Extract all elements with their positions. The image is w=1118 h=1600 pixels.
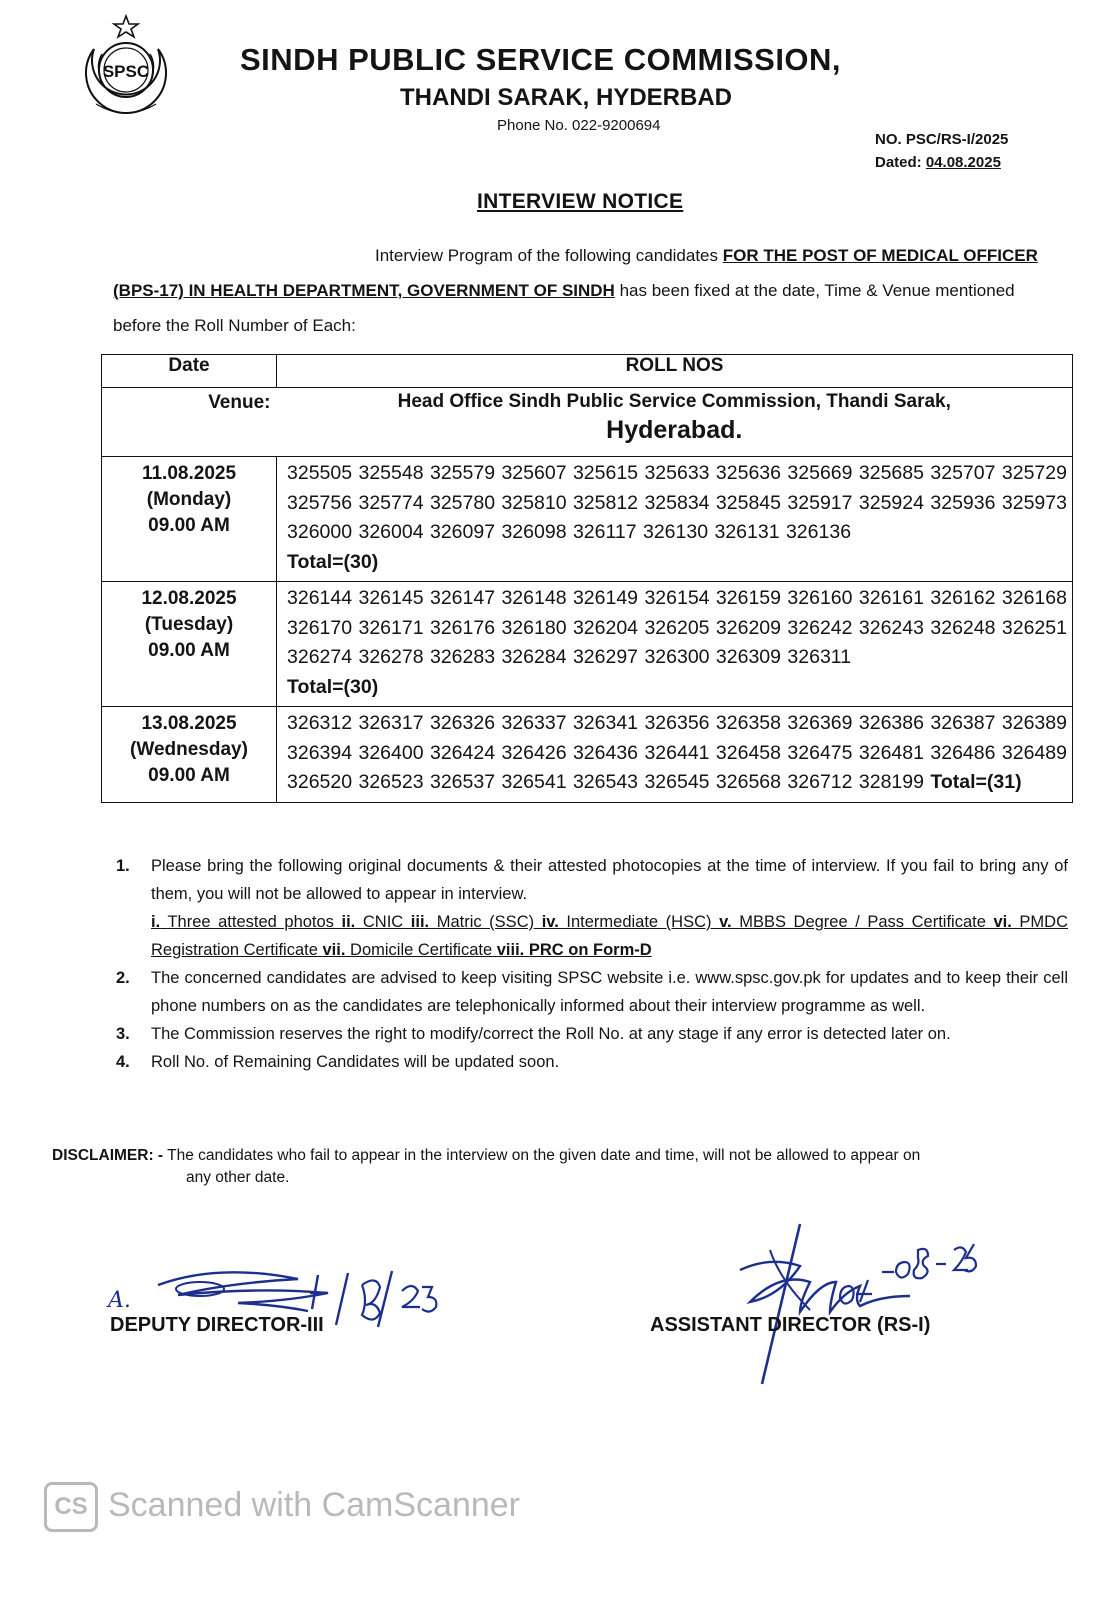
doc-name: MBBS Degree / Pass Certificate	[739, 913, 986, 931]
instructions-list	[116, 852, 1068, 1076]
doc-index: iv.	[541, 913, 559, 931]
schedule-date: 13.08.2025	[141, 713, 237, 734]
roll-numbers: 326144 326145 326147 326148 326149 326154 326159 326160 326161 326162 326168 326170 326171 326176 326180 326204 326205 326209 326242 326243 326248 326251 326274 326278 326283 326284 326297 326300 326309 326311	[287, 587, 1067, 668]
roll-numbers-cell	[277, 457, 1073, 582]
doc-index: vi.	[993, 913, 1012, 931]
instruction-text: Please bring the following original documents & their attested photocopies at the time of interview. If you fail to bring any of them, you will not be allowed to appear in interview.	[151, 857, 1068, 903]
disclaimer	[52, 1145, 1042, 1189]
doc-index: vii.	[322, 941, 346, 959]
schedule-time: 09.00 AM	[148, 640, 230, 661]
table-row	[102, 457, 1073, 582]
disclaimer-text-continued: any other date.	[186, 1169, 290, 1186]
svg-text:A.: A.	[108, 1288, 131, 1313]
schedule-time: 09.00 AM	[148, 765, 230, 786]
schedule-date-cell	[102, 457, 277, 582]
intro-paragraph	[113, 238, 1063, 343]
doc-index: iii.	[410, 913, 430, 931]
deputy-director-title: DEPUTY DIRECTOR-III	[110, 1314, 324, 1336]
doc-name: Three attested photos	[167, 913, 334, 931]
doc-name: PRC on Form-D	[528, 941, 652, 959]
header-roll-nos: ROLL NOS	[277, 355, 1073, 388]
instruction-item	[116, 964, 1068, 1020]
disclaimer-label: DISCLAIMER: -	[52, 1147, 164, 1164]
schedule-date-cell	[102, 707, 277, 803]
notice-title: INTERVIEW NOTICE	[477, 190, 684, 213]
watermark-text: Scanned with CamScanner	[108, 1485, 521, 1524]
table-header-row	[102, 355, 1073, 388]
table-row	[102, 707, 1073, 803]
roll-total: Total=(31)	[930, 771, 1022, 793]
intro-text-1: Interview Program of the following candidates	[375, 246, 723, 265]
reference-number: NO. PSC/RS-I/2025	[875, 131, 1009, 148]
doc-name: Matric (SSC)	[436, 913, 535, 931]
schedule-date: 12.08.2025	[141, 588, 237, 609]
instruction-item	[116, 852, 1068, 964]
doc-name: PMDC Registration Certificate	[151, 913, 1068, 959]
dated-line	[875, 151, 1008, 174]
schedule-date-cell	[102, 582, 277, 707]
schedule-time: 09.00 AM	[148, 515, 230, 536]
roll-total: Total=(30)	[287, 550, 379, 573]
instruction-number: 4.	[116, 1053, 130, 1071]
instruction-item	[116, 1048, 1068, 1076]
schedule-date: 11.08.2025	[141, 463, 237, 484]
instruction-number: 1.	[116, 857, 130, 875]
header-date: Date	[102, 355, 277, 388]
organization-address: THANDI SARAK, HYDERBAD	[400, 84, 733, 111]
assistant-director-title: ASSISTANT DIRECTOR (RS-I)	[650, 1314, 931, 1336]
doc-index: viii.	[496, 941, 525, 959]
dated-value: 04.08.2025	[925, 154, 1001, 171]
instruction-text: The Commission reserves the right to modify/correct the Roll No. at any stage if any error is detected later on.	[151, 1025, 951, 1043]
schedule-day: (Wednesday)	[130, 739, 248, 760]
roll-number-table	[101, 354, 1073, 803]
assistant-director-signature	[730, 1210, 1000, 1390]
intro-post: FOR THE POST OF MEDICAL OFFICER (BPS-17) IN HEALTH DEPARTMENT, GOVERNMENT OF SINDH	[113, 246, 1038, 300]
venue-line-2: Hyderabad.	[606, 416, 743, 444]
venue-label: Venue:	[102, 388, 277, 457]
venue-text	[277, 388, 1073, 457]
required-documents	[151, 913, 1068, 959]
venue-line-1: Head Office Sindh Public Service Commission, Thandi Sarak,	[397, 391, 951, 412]
instruction-text: The concerned candidates are advised to keep visiting SPSC website i.e. www.spsc.gov.pk for updates and to keep their cell phone numbers on as the candidates are telephonically informed about their interview programme as well.	[151, 969, 1068, 1015]
venue-row	[102, 388, 1073, 457]
svg-text:SPSC: SPSC	[102, 62, 150, 81]
camscanner-watermark	[44, 1482, 520, 1532]
organization-name: SINDH PUBLIC SERVICE COMMISSION,	[240, 42, 842, 77]
roll-total: Total=(30)	[287, 675, 379, 698]
camscanner-logo: CS	[44, 1482, 98, 1532]
table-row	[102, 582, 1073, 707]
phone-number: Phone No. 022-9200694	[497, 117, 661, 134]
roll-numbers: 325505 325548 325579 325607 325615 325633 325636 325669 325685 325707 325729 325756 325774 325780 325810 325812 325834 325845 325917 325924 325936 325973 326000 326004 326097 326098 326117 326130 326131 326136	[287, 462, 1067, 543]
doc-index: i.	[151, 913, 161, 931]
doc-name: Intermediate (HSC)	[566, 913, 712, 931]
roll-numbers-cell	[277, 582, 1073, 707]
instruction-text: Roll No. of Remaining Candidates will be updated soon.	[151, 1053, 560, 1071]
roll-numbers: 326312 326317 326326 326337 326341 326356 326358 326369 326386 326387 326389 326394 326400 326424 326426 326436 326441 326458 326475 326481 326486 326489 326520 326523 326537 326541 326543 326545 326568 326712 328199	[287, 712, 1067, 793]
reference-block	[875, 128, 1008, 174]
roll-numbers-cell	[277, 707, 1073, 803]
doc-name: CNIC	[362, 913, 404, 931]
instruction-item	[116, 1020, 1068, 1048]
doc-index: v.	[719, 913, 732, 931]
spsc-logo	[72, 14, 180, 124]
schedule-day: (Tuesday)	[144, 614, 234, 635]
instruction-number: 2.	[116, 969, 130, 987]
disclaimer-text: The candidates who fail to appear in the interview on the given date and time, will not be allowed to appear on	[163, 1147, 921, 1164]
doc-name: Domicile Certificate	[350, 941, 493, 959]
intro-text-2: has been fixed at the date, Time & Venue mentioned before the Roll Number of Each:	[113, 281, 1015, 335]
doc-index: ii.	[341, 913, 356, 931]
schedule-day: (Monday)	[146, 489, 232, 510]
dated-label: Dated:	[875, 154, 926, 171]
instruction-number: 3.	[116, 1025, 130, 1043]
